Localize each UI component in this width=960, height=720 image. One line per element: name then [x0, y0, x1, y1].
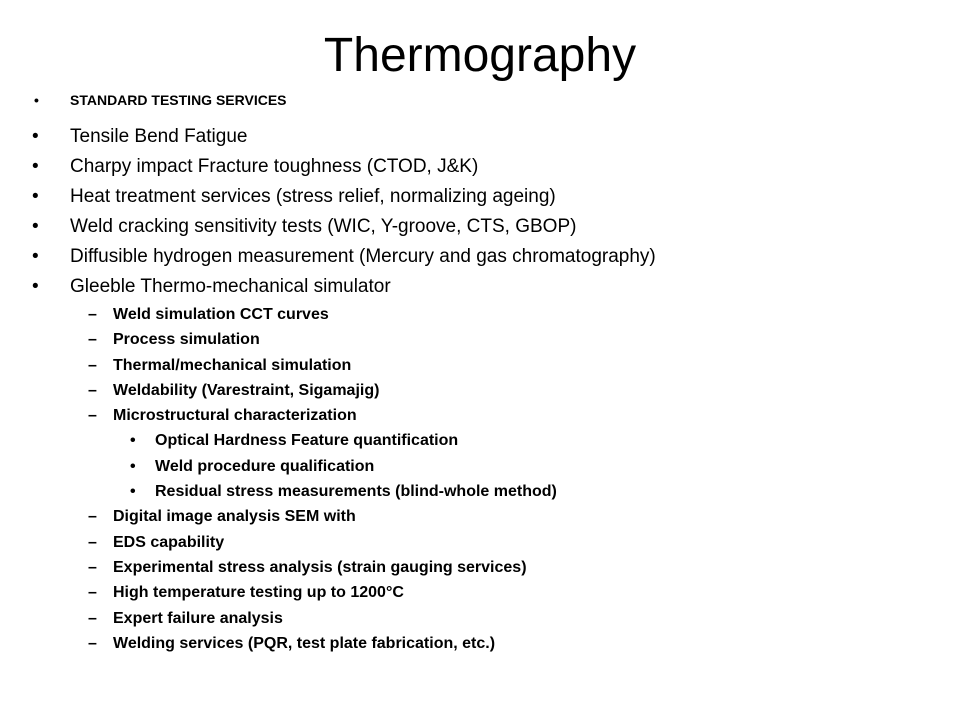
sub-list-item	[30, 580, 930, 605]
list-item-text: Diffusible hydrogen measurement (Mercury and gas chromatography)	[70, 246, 656, 267]
list-item	[30, 242, 930, 272]
bullet-marker: •	[32, 216, 39, 237]
sub-sub-list-item-text: Weld procedure qualification	[155, 457, 375, 475]
bullet-marker: •	[130, 483, 136, 501]
list-item-text: Tensile Bend Fatigue	[70, 126, 248, 147]
sub-list-item	[30, 302, 930, 327]
sub-sub-list-item	[30, 479, 930, 504]
list-item	[30, 122, 930, 152]
sub-sub-list-item	[30, 454, 930, 479]
dash-marker: –	[88, 331, 97, 349]
dash-marker: –	[88, 584, 97, 602]
sub-list-item	[30, 631, 930, 656]
list-item	[30, 272, 930, 302]
bullet-marker: •	[32, 186, 39, 207]
sub-list-item-text: Weldability (Varestraint, Sigamajig)	[113, 381, 380, 399]
dash-marker: –	[88, 407, 97, 425]
bullet-marker: •	[130, 457, 136, 475]
bullet-marker: •	[32, 246, 39, 267]
bullet-marker: •	[130, 432, 136, 450]
dash-marker: –	[88, 306, 97, 323]
sub-list-item	[30, 353, 930, 378]
dash-marker: –	[88, 558, 97, 576]
list-item-text: Weld cracking sensitivity tests (WIC, Y-groove, CTS, GBOP)	[70, 216, 577, 237]
bullet-marker: •	[34, 92, 39, 108]
list-item-text: Heat treatment services (stress relief, normalizing ageing)	[70, 186, 556, 207]
list-item	[30, 152, 930, 182]
dash-marker: –	[88, 634, 97, 652]
sub-list-item-text: Weld simulation CCT curves	[113, 306, 329, 323]
dash-marker: –	[88, 508, 97, 526]
sub-list-item	[30, 530, 930, 555]
dash-marker: –	[88, 356, 97, 374]
list-item	[30, 212, 930, 242]
sub-sub-list-item-text: Optical Hardness Feature quantification	[155, 432, 459, 450]
sub-sub-list-item-text: Residual stress measurements (blind-whole method)	[155, 483, 557, 501]
list-item-text: Gleeble Thermo-mechanical simulator	[70, 276, 391, 297]
bullet-marker: •	[32, 276, 39, 297]
sub-list-item-text: Digital image analysis SEM with	[113, 508, 356, 526]
dash-marker: –	[88, 533, 97, 551]
bullet-marker: •	[32, 126, 39, 147]
sub-list-item-text: Experimental stress analysis (strain gauging services)	[113, 558, 527, 576]
sub-list-item-text: Welding services (PQR, test plate fabrication, etc.)	[113, 634, 496, 652]
list-item-text: Charpy impact Fracture toughness (CTOD, J&K)	[70, 156, 479, 177]
sub-list-item	[30, 555, 930, 580]
sub-list-item	[30, 327, 930, 352]
sub-list-item-text: High temperature testing up to 1200°C	[113, 584, 404, 602]
bullet-list	[30, 88, 930, 656]
dash-marker: –	[88, 609, 97, 627]
sub-list-item	[30, 504, 930, 529]
list-item-standard-testing-services	[30, 88, 930, 112]
sub-list-item-text: Microstructural characterization	[113, 407, 357, 425]
sub-sub-list-item	[30, 428, 930, 453]
sub-list-item-text: Process simulation	[113, 331, 260, 349]
list-item	[30, 182, 930, 212]
bullet-marker: •	[32, 156, 39, 177]
sub-list-item-text: Thermal/mechanical simulation	[113, 356, 352, 374]
slide-title: Thermography	[323, 29, 637, 82]
sub-list-item	[30, 403, 930, 428]
sub-list-item-text: Expert failure analysis	[113, 609, 283, 627]
sub-list-item	[30, 606, 930, 631]
dash-marker: –	[88, 381, 97, 399]
list-item-text: STANDARD TESTING SERVICES	[70, 92, 287, 108]
sub-list-item	[30, 378, 930, 403]
sub-list-item-text: EDS capability	[113, 533, 225, 551]
